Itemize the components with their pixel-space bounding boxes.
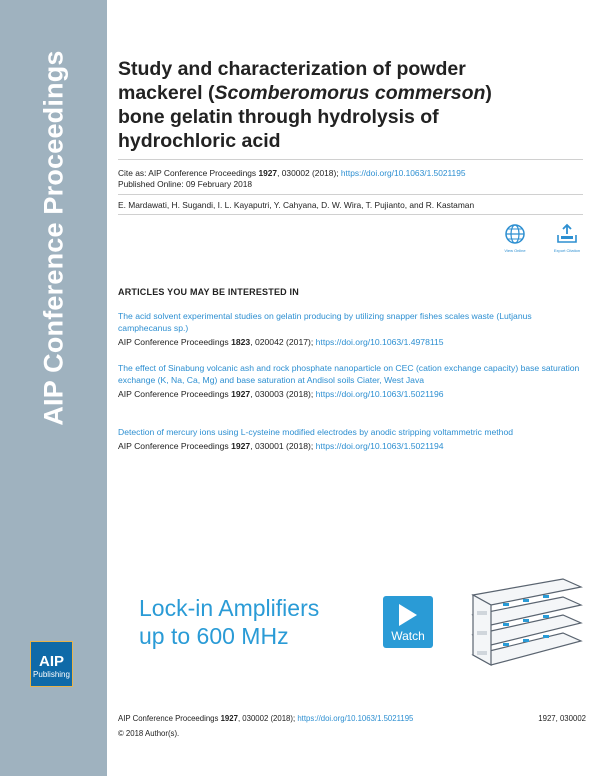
export-citation-button[interactable] xyxy=(545,223,589,253)
view-online-label: View Online xyxy=(504,248,526,253)
author-list: E. Mardawati, H. Sugandi, I. L. Kayaputri, Y. Cahyana, D. W. Wira, T. Pujianto, and R. Kastaman xyxy=(118,200,475,210)
watch-label: Watch xyxy=(391,629,425,643)
play-icon xyxy=(399,604,417,626)
globe-icon xyxy=(504,223,526,245)
related-articles-heading: ARTICLES YOU MAY BE INTERESTED IN xyxy=(118,287,299,297)
doi-link[interactable]: https://doi.org/10.1063/1.4978115 xyxy=(315,337,444,347)
related-article xyxy=(118,310,583,348)
doi-link[interactable]: https://doi.org/10.1063/1.5021194 xyxy=(315,441,444,451)
title-line: bone gelatin through hydrolysis of xyxy=(118,106,439,128)
doi-link[interactable]: https://doi.org/10.1063/1.5021195 xyxy=(340,168,466,178)
title-line: hydrochloric acid xyxy=(118,130,281,152)
related-article-citation: AIP Conference Proceedings 1823, 020042 (2017); https://doi.org/10.1063/1.4978115 xyxy=(118,337,444,347)
page-number: 1927, 030002 xyxy=(538,714,586,723)
related-article xyxy=(118,426,583,452)
ad-line: Lock-in Amplifiers xyxy=(139,595,320,621)
lock-in-amplifier-icon xyxy=(463,573,583,673)
related-article-title[interactable]: The acid solvent experimental studies on gelatin producing by utilizing snapper fishes scales waste (Lutjanus camphecanus sp.) xyxy=(118,311,532,333)
view-online-button[interactable] xyxy=(493,223,537,253)
title-line: Study and characterization of powder xyxy=(118,58,466,80)
divider xyxy=(118,159,583,160)
aip-publishing-logo[interactable] xyxy=(30,641,73,687)
doi-link[interactable]: https://doi.org/10.1063/1.5021195 xyxy=(297,714,414,723)
divider xyxy=(118,214,583,215)
divider xyxy=(118,194,583,195)
title-line: mackerel (Scomberomorus commerson) xyxy=(118,82,492,104)
citation-line: Cite as: AIP Conference Proceedings 1927, 030002 (2018); https://doi.org/10.1063/1.5021195 xyxy=(118,168,466,178)
related-article-citation: AIP Conference Proceedings 1927, 030001 (2018); https://doi.org/10.1063/1.5021194 xyxy=(118,441,444,451)
species-name: Scomberomorus commerson xyxy=(214,82,486,104)
footer-citation: AIP Conference Proceedings 1927, 030002 (2018); https://doi.org/10.1063/1.5021195 xyxy=(118,714,414,723)
logo-subtext: Publishing xyxy=(33,670,70,679)
sidebar xyxy=(0,0,107,776)
watch-button[interactable] xyxy=(383,596,433,648)
related-article-citation: AIP Conference Proceedings 1927, 030003 (2018); https://doi.org/10.1063/1.5021196 xyxy=(118,389,444,399)
ad-headline xyxy=(139,594,319,650)
related-article-title[interactable]: The effect of Sinabung volcanic ash and rock phosphate nanoparticle on CEC (cation exchange capacity) base saturation exchange (K, Na, Ca, Mg) and base saturation at Andisol soils Ciater, West Java xyxy=(118,363,580,385)
related-article xyxy=(118,362,583,400)
copyright-notice: © 2018 Author(s). xyxy=(118,729,180,738)
doi-link[interactable]: https://doi.org/10.1063/1.5021196 xyxy=(315,389,444,399)
advertisement-banner[interactable] xyxy=(125,565,590,678)
journal-name: AIP Conference Proceedings xyxy=(38,50,69,426)
logo-text: AIP xyxy=(38,653,64,670)
export-icon xyxy=(555,223,579,245)
related-article-title[interactable]: Detection of mercury ions using L-cysteine modified electrodes by anodic stripping voltammetric method xyxy=(118,427,514,437)
published-date: Published Online: 09 February 2018 xyxy=(118,179,253,189)
article-title xyxy=(118,57,568,153)
export-citation-label: Export Citation xyxy=(553,248,581,253)
ad-line: up to 600 MHz xyxy=(139,623,289,649)
